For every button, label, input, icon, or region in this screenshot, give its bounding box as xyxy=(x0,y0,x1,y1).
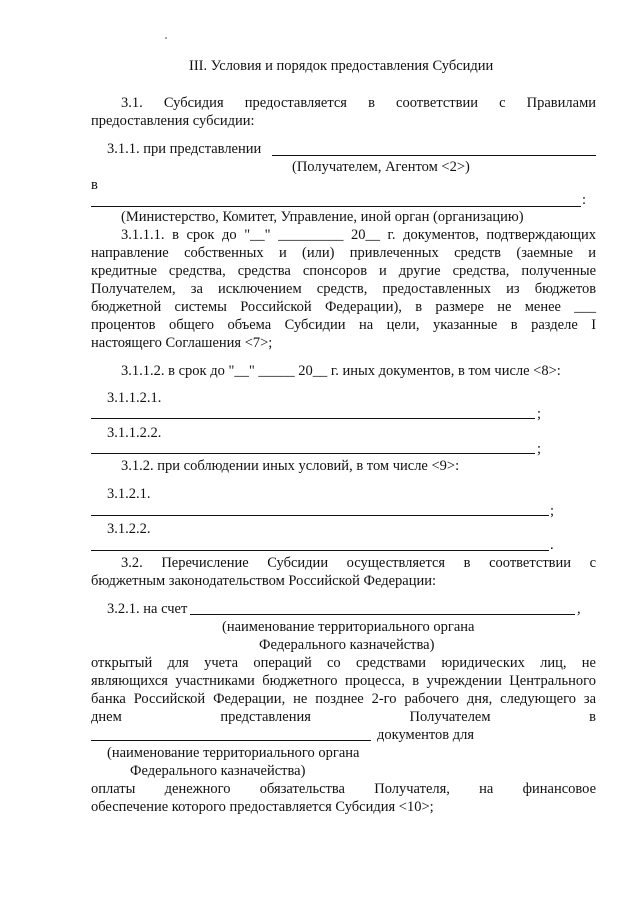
clause-3-1-1-2-2-label: 3.1.1.2.2. xyxy=(107,425,162,441)
word: 3.2. xyxy=(121,555,143,571)
word: в xyxy=(589,709,597,725)
clause-3-1-1-1-line-5 xyxy=(91,298,596,316)
word: Правилами xyxy=(526,95,597,111)
word: в xyxy=(415,299,423,315)
recipient-caption: (Получателем, Агентом <2>) xyxy=(292,159,470,175)
word: операций со средствами юридических лиц, xyxy=(253,655,567,671)
word: (или) xyxy=(302,245,335,261)
word: Субсидии xyxy=(284,317,346,333)
word: системы xyxy=(174,299,227,315)
word: (заемные xyxy=(516,245,573,261)
word: бюджетов xyxy=(534,281,597,297)
word: документов, xyxy=(403,227,479,243)
word: средств xyxy=(454,245,502,261)
paragraph-3-1-line-1 xyxy=(121,94,596,112)
word: разделе xyxy=(531,317,578,333)
paragraph-3-2-line-2: бюджетным законодательством Российской Федерации: xyxy=(91,573,437,589)
word: исключением xyxy=(218,281,302,297)
treasury-account-comma: , xyxy=(577,601,581,617)
word: в xyxy=(463,555,471,571)
word: и xyxy=(379,263,387,279)
word: менее xyxy=(524,299,561,315)
section-title: III. Условия и порядок предоставления Субсидии xyxy=(189,58,494,74)
word: I xyxy=(591,317,597,333)
clause-3-1-1-2-2-blank xyxy=(91,453,535,454)
word: учета xyxy=(204,655,239,671)
clause-3-1-2-1-end: ; xyxy=(550,503,555,519)
word: являющихся участниками бюджетного процесса, в учреждении Центрального xyxy=(91,673,596,689)
word: полученные xyxy=(521,263,597,279)
word: Субсидия xyxy=(163,95,224,111)
word: указанные xyxy=(432,317,498,333)
clause-3-1-1-1-line-1 xyxy=(121,226,596,244)
word: позднее 2-го рабочего дня, следующего за xyxy=(315,691,597,707)
word: осуществляется xyxy=(346,555,446,571)
word: представления xyxy=(220,709,311,725)
word: предоставляется xyxy=(244,95,347,111)
clause-3-2-1-line-4 xyxy=(91,708,596,726)
word: обязательства xyxy=(259,781,345,797)
word: в xyxy=(368,95,375,111)
word: собственных xyxy=(184,245,264,261)
word: открытый xyxy=(91,655,153,671)
word: средства, xyxy=(168,263,226,279)
word: не xyxy=(293,691,308,707)
paragraph-3-2-line-1 xyxy=(121,554,596,572)
word: 3.1.1.1. в срок до "__" _________ 20__ г. xyxy=(121,227,396,243)
clause-3-1-1-1-line-6 xyxy=(91,316,596,334)
word: общего xyxy=(168,317,215,333)
word: ___ xyxy=(574,299,597,315)
authority-caption: (Министерство, Комитет, Управление, иной орган (организацию) xyxy=(121,209,524,225)
word: оплаты xyxy=(91,781,136,797)
clause-3-2-1-line-2 xyxy=(91,672,596,690)
treasury-caption-line-1: (наименование территориального органа xyxy=(222,619,475,635)
clause-3-1-2-1-blank xyxy=(91,515,549,516)
word: объема xyxy=(227,317,272,333)
word: с xyxy=(499,95,506,111)
word: цели, xyxy=(386,317,420,333)
clause-3-1-2-2-end: . xyxy=(550,537,554,553)
treasury-body-caption-line-2: Федерального казначейства) xyxy=(130,763,306,779)
clause-3-1-1-2-2-end: ; xyxy=(537,441,542,457)
word: 3.1. xyxy=(121,95,143,111)
treasury-account-blank xyxy=(190,614,575,615)
word: спонсоров xyxy=(302,263,368,279)
clause-3-2-1-line-3 xyxy=(91,690,596,708)
word: привлеченных xyxy=(349,245,439,261)
word: Получателя, xyxy=(374,781,450,797)
recipient-blank-line xyxy=(272,155,596,156)
word: и xyxy=(588,245,596,261)
word: для xyxy=(167,655,189,671)
word: бюджетной xyxy=(91,299,162,315)
treasury-caption-line-2: Федерального казначейства) xyxy=(259,637,435,653)
word: Федерации), xyxy=(324,299,402,315)
word: Получателем xyxy=(409,709,491,725)
word: банка Российской Федерации, xyxy=(91,691,286,707)
clause-3-1-1-2-1-label: 3.1.1.2.1. xyxy=(107,390,162,406)
clause-3-2-1-line-1 xyxy=(91,654,596,672)
paragraph-3-1-line-2: предоставления субсидии: xyxy=(91,113,255,129)
word: в xyxy=(510,317,518,333)
treasury-body-blank xyxy=(91,740,371,741)
clause-3-2-1-lead: 3.2.1. на счет xyxy=(107,601,188,617)
clause-3-1-1-1-line-2 xyxy=(91,244,596,262)
word: финансовое xyxy=(522,781,597,797)
word: подтверждающих xyxy=(486,227,597,243)
scan-speck xyxy=(165,37,167,39)
clause-3-1-1-2-1-blank xyxy=(91,418,535,419)
word: средств, xyxy=(316,281,368,297)
clause-3-1-1-2-1-end: ; xyxy=(537,406,542,422)
word: размере xyxy=(435,299,484,315)
word: на xyxy=(479,781,494,797)
treasury-body-caption-line-1: (наименование территориального органа xyxy=(107,745,360,761)
word: с xyxy=(589,555,597,571)
authority-end-mark: : xyxy=(582,192,587,208)
word: не xyxy=(581,655,596,671)
word: Перечисление xyxy=(161,555,249,571)
word: процентов xyxy=(91,317,156,333)
clause-3-2-1-line-6 xyxy=(91,780,596,798)
word: днем xyxy=(91,709,122,725)
word: Российской xyxy=(240,299,312,315)
authority-blank-line xyxy=(91,206,581,207)
clause-3-1-2-2-blank xyxy=(91,550,549,551)
word: Субсидии xyxy=(267,555,329,571)
word: предоставленных xyxy=(382,281,491,297)
word: другие xyxy=(398,263,441,279)
word: на xyxy=(358,317,374,333)
clause-3-1-1-1-line-7: настоящего Соглашения <7>; xyxy=(91,335,273,351)
word: и xyxy=(278,245,287,261)
word: Получателем, xyxy=(91,281,176,297)
word: направление xyxy=(91,245,169,261)
clause-3-1-2-1-label: 3.1.2.1. xyxy=(107,486,151,502)
clause-3-1-1-1-line-3 xyxy=(91,262,596,280)
word: кредитные xyxy=(91,263,157,279)
word: из xyxy=(506,281,520,297)
in-word: в xyxy=(91,177,98,193)
clause-3-1-1-lead: 3.1.1. при представлении xyxy=(107,141,262,157)
clause-3-1-1-1-line-4 xyxy=(91,280,596,298)
clause-3-2-1-line-7: обеспечение которого предоставляется Субсидия <10>; xyxy=(91,799,434,815)
word: соответствии xyxy=(489,555,572,571)
word: средства xyxy=(237,263,291,279)
word: соответствии xyxy=(396,95,478,111)
word: средства, xyxy=(452,263,510,279)
clause-3-1-2-lead: 3.1.2. при соблюдении иных условий, в том числе <9>: xyxy=(121,458,460,474)
clause-3-1-1-2-lead: 3.1.1.2. в срок до "__" _____ 20__ г. иных документов, в том числе <8>: xyxy=(121,363,561,379)
clause-3-1-2-2-label: 3.1.2.2. xyxy=(107,521,151,537)
word: денежного xyxy=(164,781,231,797)
word: не xyxy=(497,299,512,315)
word: за xyxy=(190,281,203,297)
clause-3-2-1-line-5-tail: документов для xyxy=(377,727,475,743)
